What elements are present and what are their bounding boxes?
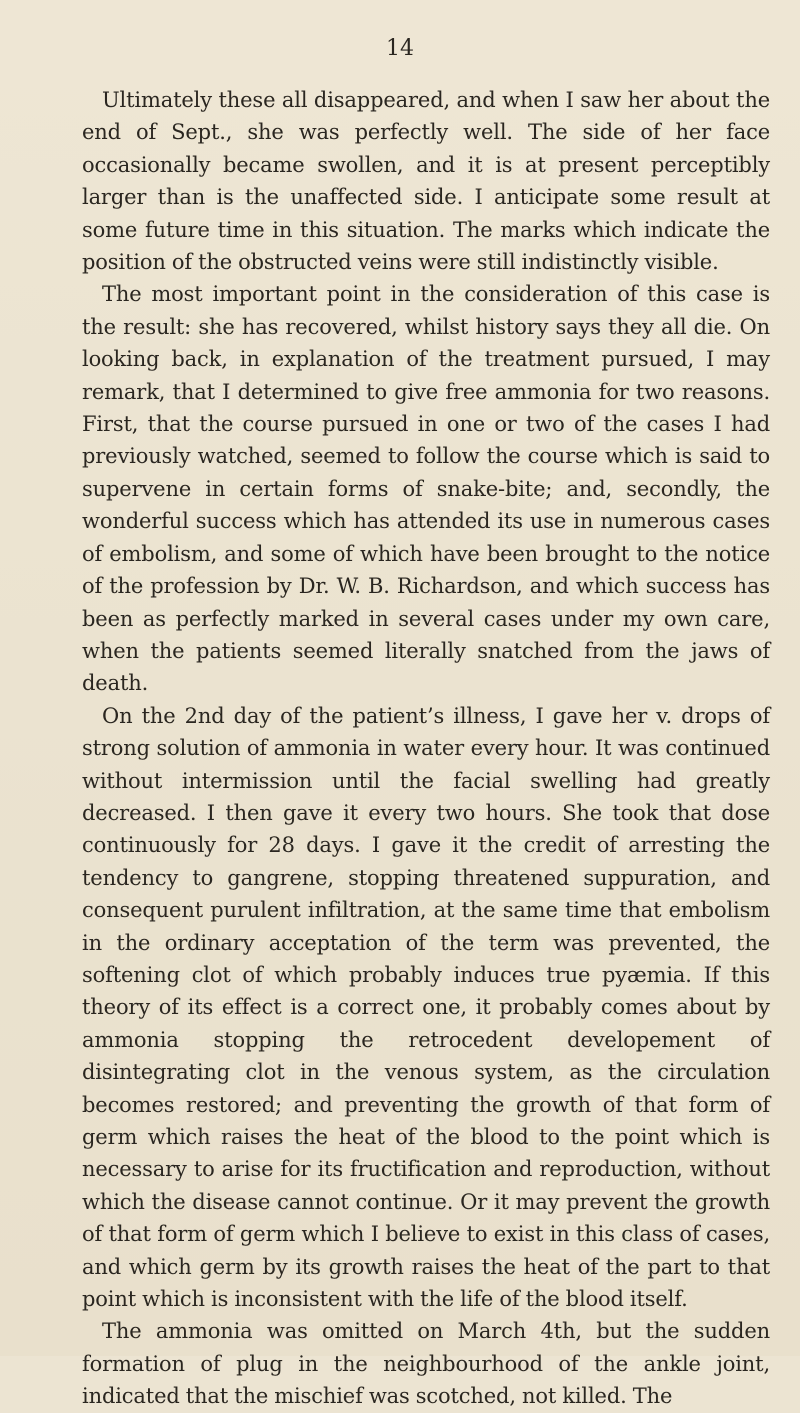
paragraph-1: Ultimately these all disappeared, and when I saw her about the end of Sept., she was perfectly well. The side of her face occasionally became swollen, and it is at present perceptibly larger than is the unaffected side. I anticipate some result at some future time in this situation. The marks which indicate the position of the obstructed veins were still indistinctly visible. (82, 88, 770, 275)
page-number: 14 (386, 36, 414, 61)
paragraph-2: The most important point in the consideration of this case is the result: she has recovered, whilst history says they all die. On looking back, in explanation of the treatment pursued, I may remark, that I determined to give free ammonia for two reasons. First, that the course pursued in one or two of the cases I had previously watched, seemed to follow the course which is said to supervene in certain forms of snake-bite; and, secondly, the wonderful success which has attended its use in numerous cases of embolism, and some of which have been brought to the notice of the profession by Dr. W. B. Richardson, and which success has been as perfectly marked in several cases under my own care, when the patients seemed literally snatched from the jaws of death. (82, 282, 770, 696)
body-text (82, 84, 770, 1413)
paragraph-3: On the 2nd day of the patient’s illness, I gave her v. drops of strong solution of ammonia in water every hour. It was continued without intermission until the facial swelling had greatly decreased. I then gave it every two hours. She took that dose continuously for 28 days. I gave it the credit of arresting the tendency to gangrene, stopping threatened suppuration, and consequent purulent infiltration, at the same time that embolism in the ordinary acceptation of the term was prevented, the softening clot of which probably induces true pyæmia. If this theory of its effect is a correct one, it probably comes about by ammonia stopping the retrocedent developement of disintegrating clot in the venous system, as the circulation becomes restored; and preventing the growth of that form of germ which raises the heat of the blood to the point which is necessary to arise for its fructification and reproduction, without which the disease cannot continue. Or it may prevent the growth of that form of germ which I believe to exist in this class of cases, and which germ by its growth raises the heat of the part to that point which is inconsistent with the life of the blood itself. (82, 703, 770, 1312)
paragraph-4: The ammonia was omitted on March 4th, but the sudden formation of plug in the neighbourhood of the ankle joint, indicated that the mischief was scotched, not killed. The (82, 1319, 770, 1409)
